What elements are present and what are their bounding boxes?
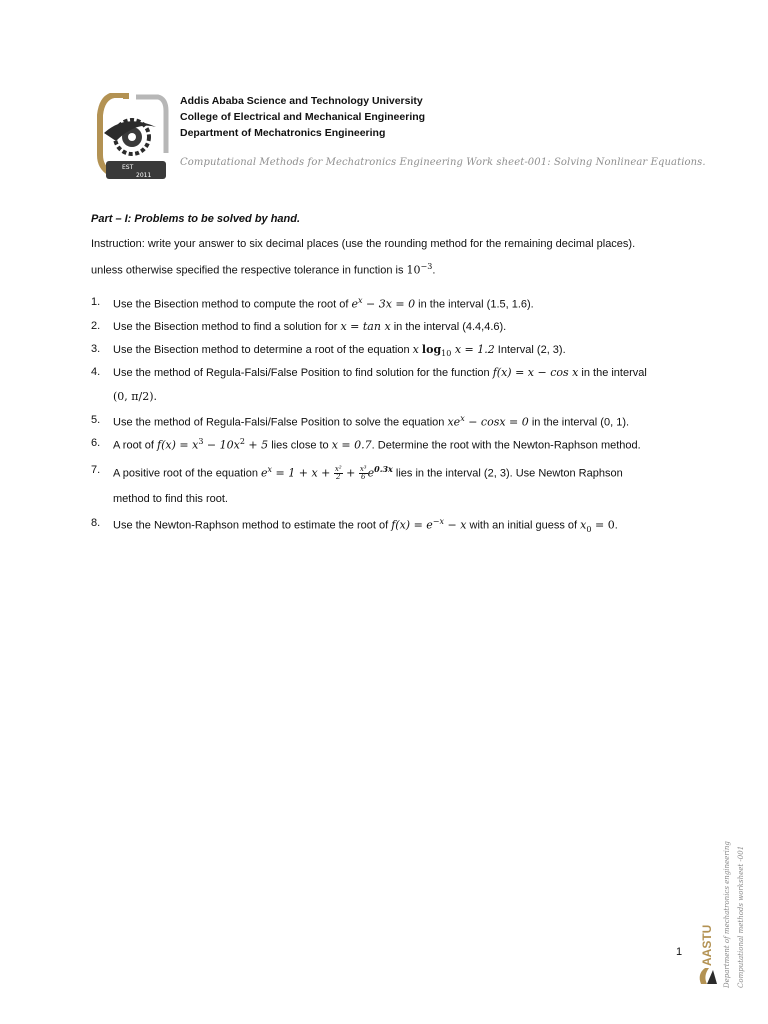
instruction-line-1: Instruction: write your answer to six decimal places (use the rounding method for the remaining decimal places). <box>91 238 636 250</box>
sidebar-line-2: Computational methods worksheet -001 <box>737 845 745 988</box>
sidebar-brand: AASTU <box>700 924 714 966</box>
aastu-logo-icon <box>700 968 717 984</box>
instruction-line-2: unless otherwise specified the respective tolerance in function is $10^{-3}$. <box>91 262 436 277</box>
college-name: College of Electrical and Mechanical Engineering <box>180 111 426 123</box>
fraction-x2-over-2: $\frac{\text{x²}}{2}$ <box>334 465 342 482</box>
worksheet-subtitle: Computational Methods for Mechatronics Engineering Work sheet-001: Solving Nonlinear Equations. <box>180 157 706 168</box>
sidebar-branding <box>691 800 751 990</box>
page-number: 1 <box>676 946 683 958</box>
fraction-x3-over-6: $\frac{\text{x³}}{6}$ <box>359 465 367 482</box>
svg-text:2011: 2011 <box>136 172 152 179</box>
university-logo <box>96 93 170 185</box>
sidebar-line-1: Department of mechatronics engineering <box>723 841 731 988</box>
department-name: Department of Mechatronics Engineering <box>180 127 386 139</box>
university-name: Addis Ababa Science and Technology University <box>180 95 423 107</box>
part-title: Part – I: Problems to be solved by hand. <box>91 213 301 225</box>
svg-text:EST: EST <box>122 164 134 171</box>
